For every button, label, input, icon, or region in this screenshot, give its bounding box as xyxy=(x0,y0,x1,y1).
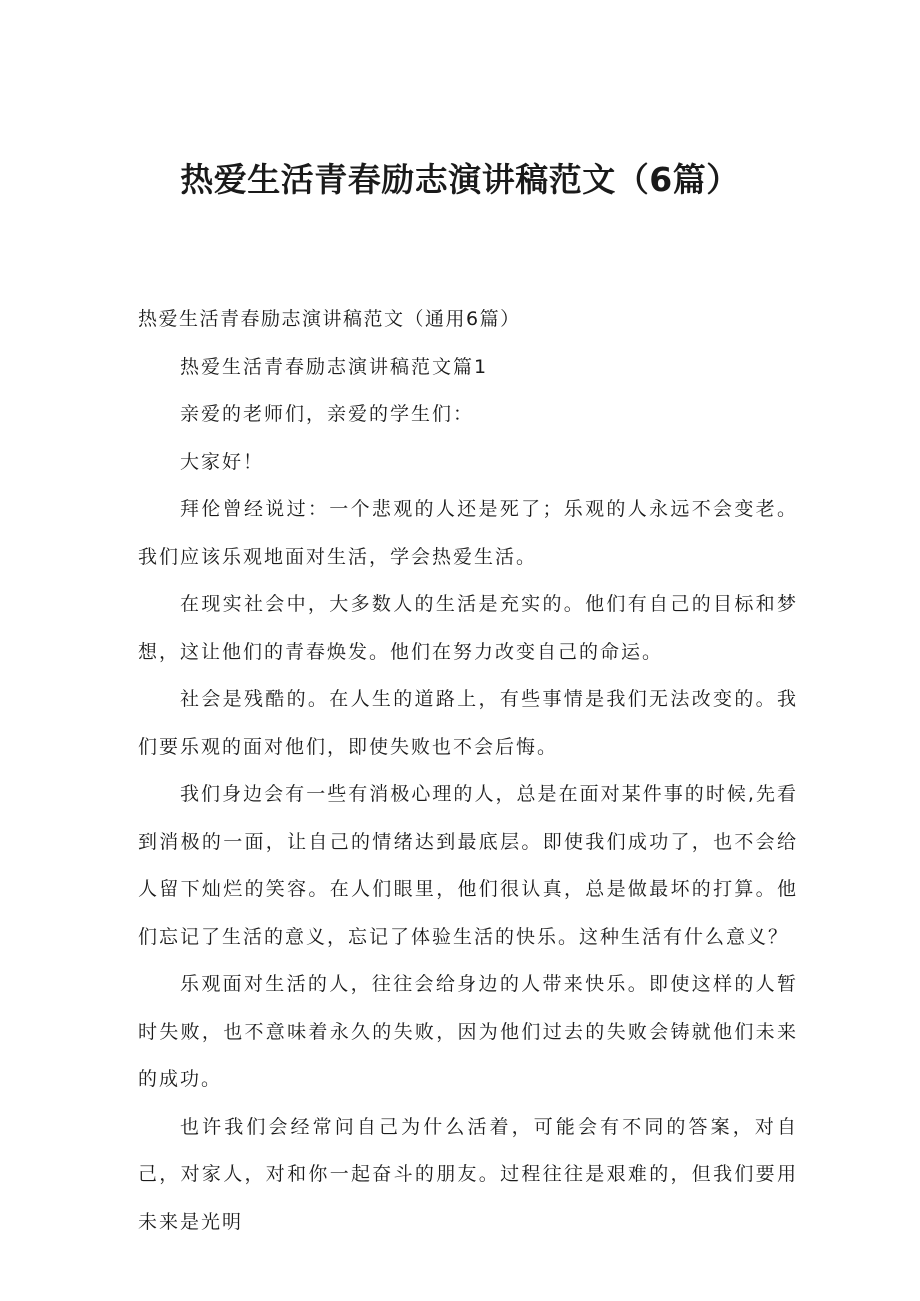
greeting: 大家好！ xyxy=(180,450,265,473)
paragraph: 社会是残酷的。在人生的道路上，有些事情是我们无法改变的。我们要乐观的面对他们，即使失败也不会后悔。 xyxy=(138,688,798,758)
paragraph: 拜伦曾经说过：一个悲观的人还是死了；乐观的人永远不会变老。我们应该乐观地面对生活，学会热爱生活。 xyxy=(138,498,798,568)
section-heading: 热爱生活青春励志演讲稿范文篇1 xyxy=(180,355,489,378)
paragraph: 在现实社会中，大多数人的生活是充实的。他们有自己的目标和梦想，这让他们的青春焕发。他们在努力改变自己的命运。 xyxy=(138,593,798,663)
document-title: 热爱生活青春励志演讲稿范文（6篇） xyxy=(180,160,740,199)
paragraph: 乐观面对生活的人，往往会给身边的人带来快乐。即使这样的人暂时失败，也不意味着永久的失败，因为他们过去的失败会铸就他们未来的成功。 xyxy=(138,973,798,1090)
paragraph: 我们身边会有一些有消极心理的人，总是在面对某件事的时候,先看到消极的一面，让自己的情绪达到最底层。即使我们成功了，也不会给人留下灿烂的笑容。在人们眼里，他们很认真，总是做最坏的打算。他们忘记了生活的意义，忘记了体验生活的快乐。这种生活有什么意义？ xyxy=(138,783,798,948)
paragraph: 也许我们会经常问自己为什么活着，可能会有不同的答案，对自己，对家人，对和你一起奋斗的朋友。过程往往是艰难的，但我们要用未来是光明 xyxy=(138,1115,798,1233)
document-subtitle: 热爱生活青春励志演讲稿范文（通用6篇） xyxy=(138,308,521,330)
salutation: 亲爱的老师们，亲爱的学生们： xyxy=(180,403,475,425)
document-body xyxy=(138,296,798,1246)
